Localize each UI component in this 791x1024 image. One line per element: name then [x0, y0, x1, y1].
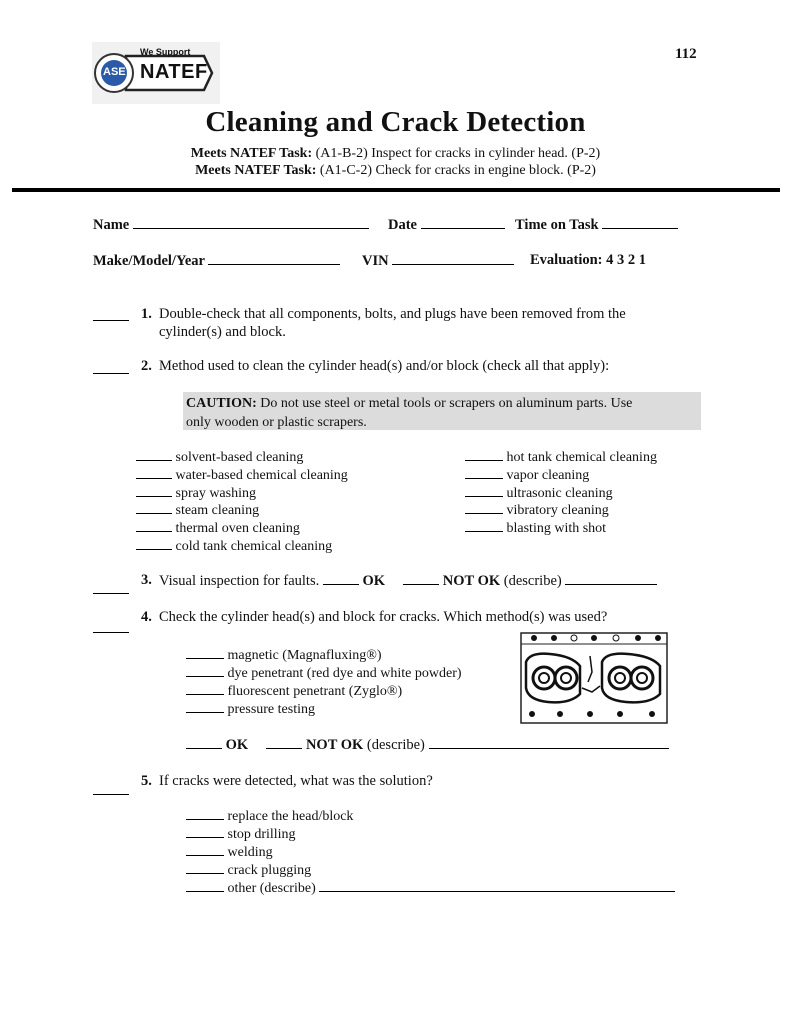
option-blank[interactable] [186, 861, 224, 874]
caution-text: Do not use steel or metal tools or scrapers on aluminum parts. Use [260, 396, 633, 411]
logo-natef-text: NATEF [140, 61, 208, 83]
step-1-text: Double-check that all components, bolts, and plugs have been removed from the [159, 306, 626, 322]
not-ok-blank[interactable] [403, 572, 439, 585]
cleaning-option [136, 484, 256, 502]
header-divider [12, 188, 780, 192]
not-ok-label: NOT OK [442, 573, 501, 589]
make-model-year-field [93, 252, 340, 270]
vin-blank[interactable] [392, 252, 514, 265]
cleaning-option [136, 466, 348, 484]
option-blank[interactable] [186, 646, 224, 659]
option-label: water-based chemical cleaning [175, 468, 348, 483]
date-field [388, 216, 505, 234]
crack-method-option [186, 700, 315, 718]
cylinder-head-drawing [520, 632, 668, 724]
ok-label: OK [225, 737, 249, 753]
option-label: hot tank chemical cleaning [506, 450, 657, 465]
option-label: fluorescent penetrant (Zyglo®) [227, 684, 403, 699]
solution-option [186, 861, 311, 879]
crack-method-option [186, 664, 462, 682]
option-label: replace the head/block [227, 809, 354, 824]
solution-option [186, 807, 353, 825]
describe-blank[interactable] [565, 572, 657, 585]
option-label: pressure testing [227, 702, 315, 717]
ok-label: OK [362, 573, 386, 589]
cleaning-option [465, 519, 606, 537]
ok-blank[interactable] [186, 736, 222, 749]
name-blank[interactable] [133, 216, 369, 229]
cleaning-option [465, 448, 657, 466]
page-number: 112 [675, 46, 697, 62]
cleaning-option [465, 501, 609, 519]
logo-tagline: We Support [140, 47, 191, 57]
time-on-task-field [515, 216, 678, 234]
make-model-year-label: Make/Model/Year [93, 253, 205, 269]
step-2-check-blank[interactable] [93, 361, 129, 374]
step-3-text: Visual inspection for faults. [159, 573, 320, 589]
step-2-number: 2. [141, 358, 152, 374]
page-title: Cleaning and Crack Detection [205, 106, 586, 138]
step-1-number: 1. [141, 306, 152, 322]
vin-label: VIN [362, 253, 389, 269]
step-1-text-cont: cylinder(s) and block. [159, 324, 286, 340]
logo-ase-badge: ASE [103, 66, 126, 78]
name-label: Name [93, 217, 130, 233]
make-model-year-blank[interactable] [208, 252, 340, 265]
option-label: spray washing [175, 486, 256, 501]
step-4-result-line [186, 736, 669, 754]
not-ok-label: NOT OK [305, 737, 364, 753]
option-blank[interactable] [136, 466, 172, 479]
task-text: (A1-C-2) Check for cracks in engine block. (P-2) [319, 163, 596, 178]
crack-method-option [186, 682, 402, 700]
option-label: stop drilling [227, 827, 296, 842]
option-blank[interactable] [186, 700, 224, 713]
cleaning-option [136, 537, 332, 555]
option-label: thermal oven cleaning [175, 521, 300, 536]
step-1-check-blank[interactable] [93, 308, 129, 321]
option-label: vapor cleaning [506, 468, 590, 483]
cleaning-option [136, 448, 303, 466]
step-2-text: Method used to clean the cylinder head(s) and/or block (check all that apply): [159, 358, 610, 374]
option-label: cold tank chemical cleaning [175, 539, 333, 554]
natef-task-1 [0, 146, 791, 162]
cleaning-option [136, 501, 259, 519]
option-blank[interactable] [465, 448, 503, 461]
option-blank[interactable] [465, 519, 503, 532]
step-4-check-blank[interactable] [93, 620, 129, 633]
option-blank[interactable] [186, 807, 224, 820]
step-5-number: 5. [141, 773, 152, 789]
natef-task-2 [0, 163, 791, 179]
cleaning-option [136, 519, 300, 537]
crack-method-option [186, 646, 382, 664]
option-blank[interactable] [136, 519, 172, 532]
option-blank[interactable] [186, 664, 224, 677]
describe-label: (describe) [503, 573, 562, 589]
solution-option [186, 879, 675, 897]
option-blank[interactable] [465, 501, 503, 514]
evaluation-scale: Evaluation: 4 3 2 1 [530, 252, 647, 268]
step-4-number: 4. [141, 609, 152, 625]
cleaning-option [465, 466, 589, 484]
option-label: crack plugging [227, 863, 312, 878]
option-label: solvent-based cleaning [175, 450, 304, 465]
caution-text-cont: only wooden or plastic scrapers. [186, 415, 367, 430]
option-label: ultrasonic cleaning [506, 486, 613, 501]
date-blank[interactable] [421, 216, 505, 229]
option-blank[interactable] [186, 825, 224, 838]
option-blank[interactable] [465, 466, 503, 479]
option-label: magnetic (Magnafluxing®) [227, 648, 382, 663]
task-label: Meets NATEF Task: [195, 163, 317, 178]
vin-field [362, 252, 514, 270]
option-blank[interactable] [136, 501, 172, 514]
option-label: steam cleaning [175, 503, 260, 518]
option-blank[interactable] [465, 484, 503, 497]
natef-logo [92, 42, 220, 104]
cylinder-head-illustration [520, 632, 668, 724]
step-3-check-blank[interactable] [93, 581, 129, 594]
step-5-check-blank[interactable] [93, 782, 129, 795]
step-4-text: Check the cylinder head(s) and block for cracks. Which method(s) was used? [159, 609, 608, 625]
option-label: welding [227, 845, 273, 860]
option-blank[interactable] [186, 843, 224, 856]
step-5-text: If cracks were detected, what was the solution? [159, 773, 433, 789]
step-3-line [159, 572, 657, 590]
describe-label: (describe) [366, 737, 425, 753]
option-label: dye penetrant (red dye and white powder) [227, 666, 462, 681]
date-label: Date [388, 217, 417, 233]
option-label: vibratory cleaning [506, 503, 609, 518]
option-blank[interactable] [136, 537, 172, 550]
step-3-number: 3. [141, 572, 152, 588]
time-on-task-label: Time on Task [515, 217, 599, 233]
other-describe-blank[interactable] [319, 879, 675, 892]
describe-blank[interactable] [429, 736, 669, 749]
option-label: blasting with shot [506, 521, 607, 536]
caution-label: CAUTION: [186, 396, 257, 411]
option-label: other (describe) [227, 881, 316, 896]
cleaning-option [465, 484, 613, 502]
solution-option [186, 843, 273, 861]
not-ok-blank[interactable] [266, 736, 302, 749]
option-blank[interactable] [186, 682, 224, 695]
option-blank[interactable] [136, 484, 172, 497]
option-blank[interactable] [136, 448, 172, 461]
option-blank[interactable] [186, 879, 224, 892]
task-label: Meets NATEF Task: [190, 146, 313, 161]
time-on-task-blank[interactable] [602, 216, 678, 229]
task-text: (A1-B-2) Inspect for cracks in cylinder head. (P-2) [315, 146, 601, 161]
ok-blank[interactable] [323, 572, 359, 585]
solution-option [186, 825, 296, 843]
name-field [93, 216, 369, 234]
caution-box [183, 392, 701, 430]
